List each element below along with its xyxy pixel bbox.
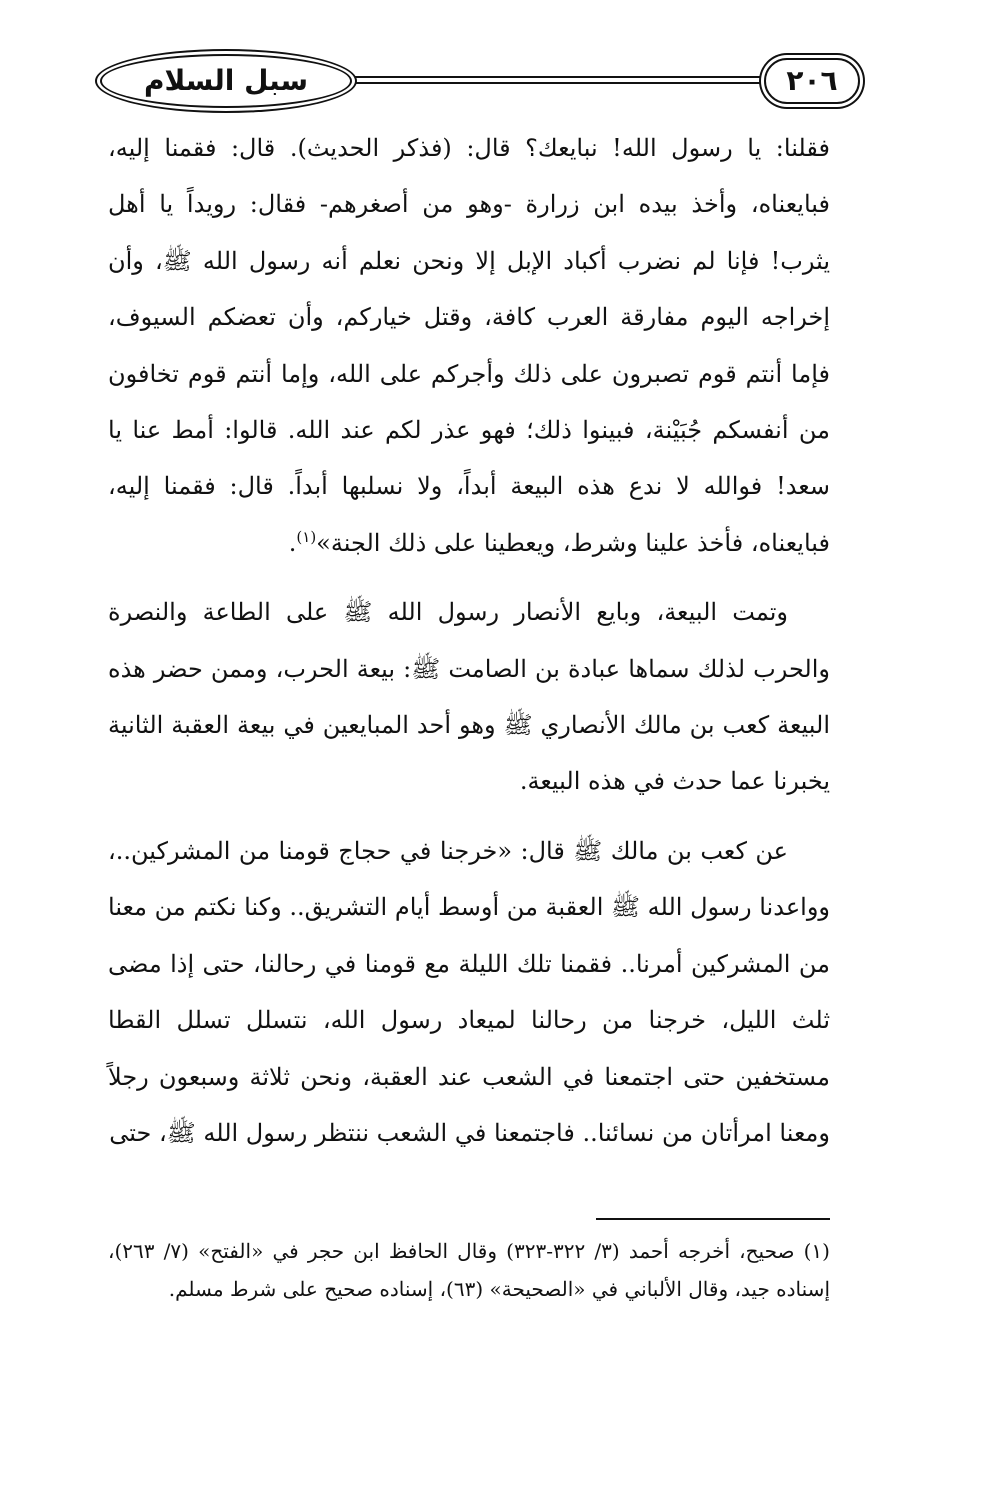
book-title-frame (100, 54, 352, 108)
paragraph-1-text: فقلنا: يا رسول الله! نبايعك؟ قال: (فذكر الحديث). قال: فقمنا إليه، فبايعناه، وأخذ بيده ابن زرارة -وهو من أصغرهم- فقال: رويداً يا أهل يثرب! فإنا لم نضرب أكباد الإبل إلا ونحن نعلم أنه رسول الله ﷺ، وأن إخراجه اليوم مفارقة العرب كافة، وقتل خياركم، وأن تعضكم السيوف، فإما أنتم قوم تصبرون على ذلك وأجركم على الله، وإما أنتم قوم تخافون من أنفسكم جُبَيْنة، فبينوا ذلك؛ فهو عذر لكم عند الله. قالوا: أمط عنا يا سعد! فوالله لا ندع هذه البيعة أبداً، ولا نسلبها أبداً. قال: فقمنا إليه، فبايعناه، فأخذ علينا وشرط، ويعطينا على ذلك الجنة» (108, 134, 831, 557)
page-number: ٢٠٦ (786, 64, 838, 97)
footnote-separator (596, 1218, 830, 1220)
footnote-reference: (١) (296, 527, 317, 546)
page-number-frame (764, 58, 860, 104)
paragraph-3: عن كعب بن مالك ﷺ قال: «خرجنا في حجاج قومنا من المشركين..، وواعدنا رسول الله ﷺ العقبة من أوسط أيام التشريق.. وكنا نكتم من معنا من المشركين أمرنا.. فقمنا تلك الليلة مع قومنا في رحالنا، حتى إذا مضى ثلث الليل، خرجنا من رحالنا لميعاد رسول الله، نتسلل تسلل القطا مستخفين حتى اجتمعنا في الشعب عند العقبة، ونحن ثلاثة وسبعون رجلاً ومعنا امرأتان من نسائنا.. فاجتمعنا في الشعب ننتظر رسول الله ﷺ، حتى (108, 836, 830, 1147)
paragraph-1-end: . (288, 528, 297, 557)
footnote: (١) صحيح، أخرجه أحمد (٣/ ٣٢٢-٣٢٣) وقال الحافظ ابن حجر في «الفتح» (٧/ ٢٦٣)، إسناده جيد، وقال الألباني في «الصحيحة» (٦٣)، إسناده صحيح على شرط مسلم. (108, 1239, 830, 1301)
book-title: سبل السلام (143, 64, 309, 97)
paragraph-2: وتمت البيعة، وبايع الأنصار رسول الله ﷺ على الطاعة والنصرة والحرب لذلك سماها عبادة بن الصامت ﷺ: بيعة الحرب، وممن حضر هذه البيعة كعب بن مالك الأنصاري ﷺ وهو أحد المبايعين في بيعة العقبة الثانية يخبرنا عما حدث في هذه البيعة. (108, 598, 830, 796)
header-rule (348, 76, 760, 84)
paragraph-1 (108, 120, 830, 571)
main-text (108, 120, 830, 1161)
page-header (100, 52, 860, 110)
